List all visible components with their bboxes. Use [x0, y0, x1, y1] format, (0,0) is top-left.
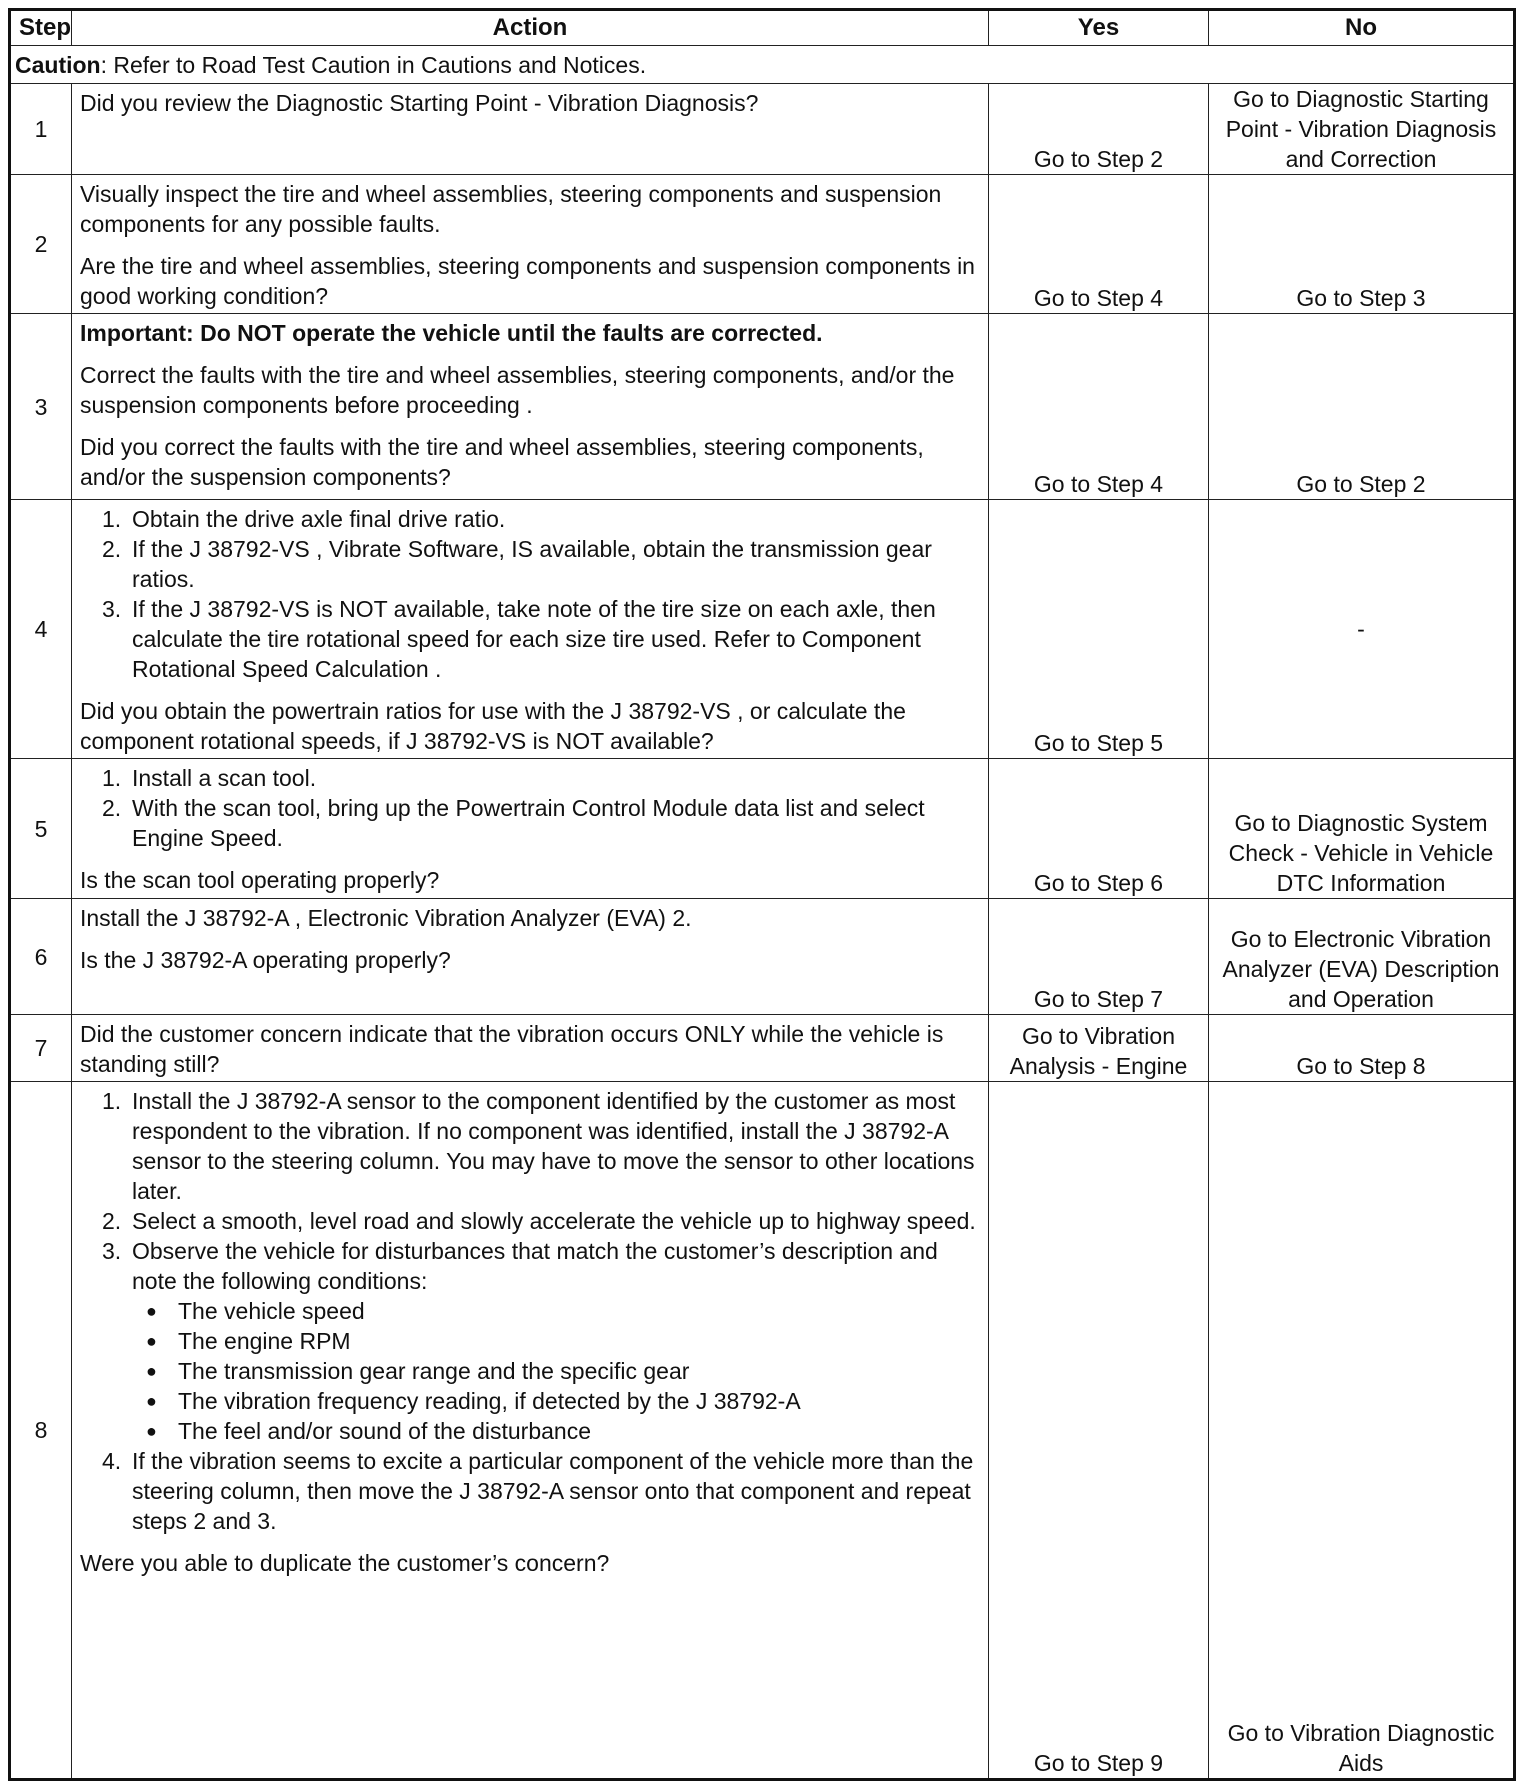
- step-number: 2: [10, 175, 72, 314]
- step-number: 8: [10, 1082, 72, 1780]
- action-question: Did you review the Diagnostic Starting Point - Vibration Diagnosis?: [80, 90, 759, 116]
- no-cell: Go to Diagnostic Starting Point - Vibration Diagnosis and Correction: [1209, 84, 1515, 175]
- action-question: Is the scan tool operating properly?: [80, 867, 440, 893]
- list-item: 3. Observe the vehicle for disturbances that match the customer’s description and note the following conditions: ● The vehicle speed ● The engine RPM ● The transmission gear range and the specific gear ● The vibration frequency reading, if detected by the J 38792-A ● The feel and/or sound of the disturbance: [102, 1236, 980, 1446]
- no-cell: Go to Vibration Diagnostic Aids: [1209, 1082, 1515, 1780]
- diagnostic-table: [8, 8, 1516, 1781]
- table-row: [10, 314, 1515, 500]
- list-item: 2. Select a smooth, level road and slowly accelerate the vehicle up to highway speed.: [102, 1208, 976, 1234]
- yes-cell: Go to Step 5: [989, 500, 1209, 759]
- action-instruction: Visually inspect the tire and wheel assemblies, steering components and suspension components for any possible faults.: [80, 181, 942, 237]
- list-item: 4. If the vibration seems to excite a particular component of the vehicle more than the steering column, then move the J 38792-A sensor onto that component and repeat steps 2 and 3.: [102, 1448, 974, 1534]
- step-number: 1: [10, 84, 72, 175]
- no-cell: Go to Step 8: [1209, 1015, 1515, 1082]
- step-number: 4: [10, 500, 72, 759]
- table-row: [10, 759, 1515, 899]
- bullet-icon: ●: [146, 1331, 157, 1351]
- bullet-icon: ●: [146, 1301, 157, 1321]
- action-question: Are the tire and wheel assemblies, steering components and suspension components in good working condition?: [80, 253, 975, 309]
- list-item: 1. Obtain the drive axle final drive ratio.: [102, 506, 506, 532]
- yes-cell: Go to Step 9: [989, 1082, 1209, 1780]
- no-cell: Go to Step 3: [1209, 175, 1515, 314]
- no-cell: Go to Electronic Vibration Analyzer (EVA) Description and Operation: [1209, 899, 1515, 1015]
- action-question: Did you correct the faults with the tire and wheel assemblies, steering components, and/or the suspension components?: [80, 434, 924, 490]
- yes-cell: Go to Vibration Analysis - Engine: [989, 1015, 1209, 1082]
- procedure-list: [80, 1086, 980, 1536]
- procedure-list: [80, 504, 980, 684]
- action-cell: [72, 84, 989, 175]
- action-question: Did the customer concern indicate that the vibration occurs ONLY while the vehicle is standing still?: [80, 1021, 944, 1077]
- table-row: [10, 175, 1515, 314]
- caution-row: [10, 46, 1515, 84]
- step-number: 6: [10, 899, 72, 1015]
- table-row: [10, 1082, 1515, 1780]
- action-cell: [72, 500, 989, 759]
- caution-label: Caution: [15, 51, 101, 78]
- bullet-item: ● The vibration frequency reading, if detected by the J 38792-A: [132, 1386, 980, 1416]
- list-item: 2. With the scan tool, bring up the Powertrain Control Module data list and select Engine Speed.: [102, 795, 925, 851]
- header-action: Action: [72, 10, 989, 46]
- procedure-list: [80, 763, 980, 853]
- action-cell: [72, 759, 989, 899]
- caution-text: : Refer to Road Test Caution in Cautions and Notices.: [100, 51, 647, 78]
- table-row: [10, 1015, 1515, 1082]
- table-row: [10, 500, 1515, 759]
- action-cell: [72, 1082, 989, 1780]
- header-yes: Yes: [989, 10, 1209, 46]
- bullet-item: ● The engine RPM: [132, 1326, 980, 1356]
- action-instruction: Correct the faults with the tire and wheel assemblies, steering components, and/or the suspension components before proceeding .: [80, 362, 955, 418]
- table-row: [10, 899, 1515, 1015]
- table-row: [10, 84, 1515, 175]
- caution-cell: [10, 46, 1515, 84]
- yes-cell: Go to Step 4: [989, 175, 1209, 314]
- yes-cell: Go to Step 7: [989, 899, 1209, 1015]
- action-question: Is the J 38792-A operating properly?: [80, 947, 451, 973]
- bullet-icon: ●: [146, 1361, 157, 1381]
- header-no: No: [1209, 10, 1515, 46]
- bullet-item: ● The transmission gear range and the specific gear: [132, 1356, 980, 1386]
- no-cell: Go to Step 2: [1209, 314, 1515, 500]
- list-item: 1. Install the J 38792-A sensor to the component identified by the customer as most respondent to the vibration. If no component was identified, install the J 38792-A sensor to the steering column. You may have to move the sensor to other locations later.: [102, 1088, 975, 1204]
- list-item: 2. If the J 38792-VS , Vibrate Software, IS available, obtain the transmission gear ratios.: [102, 536, 932, 592]
- no-cell: -: [1209, 500, 1515, 759]
- action-cell: [72, 1015, 989, 1082]
- list-item: 1. Install a scan tool.: [102, 765, 317, 791]
- action-instruction: Install the J 38792-A , Electronic Vibration Analyzer (EVA) 2.: [80, 905, 692, 931]
- no-cell: Go to Diagnostic System Check - Vehicle in Vehicle DTC Information: [1209, 759, 1515, 899]
- bullet-icon: ●: [146, 1421, 157, 1441]
- list-item: 3. If the J 38792-VS is NOT available, take note of the tire size on each axle, then calculate the tire rotational speed for each size tire used. Refer to Component Rotational Speed Calculation .: [102, 596, 936, 682]
- bullet-icon: ●: [146, 1391, 157, 1411]
- condition-list: [132, 1296, 980, 1446]
- action-question: Did you obtain the powertrain ratios for use with the J 38792-VS , or calculate the component rotational speeds, if J 38792-VS is NOT available?: [80, 698, 906, 754]
- important-note: Important: Do NOT operate the vehicle until the faults are corrected.: [80, 320, 823, 346]
- action-cell: [72, 175, 989, 314]
- step-number: 7: [10, 1015, 72, 1082]
- action-cell: [72, 899, 989, 1015]
- step-number: 3: [10, 314, 72, 500]
- header-step: Step: [10, 10, 72, 46]
- action-cell: [72, 314, 989, 500]
- header-row: [10, 10, 1515, 46]
- bullet-item: ● The feel and/or sound of the disturbance: [132, 1416, 980, 1446]
- yes-cell: Go to Step 6: [989, 759, 1209, 899]
- yes-cell: Go to Step 2: [989, 84, 1209, 175]
- action-question: Were you able to duplicate the customer’s concern?: [80, 1550, 610, 1576]
- step-number: 5: [10, 759, 72, 899]
- yes-cell: Go to Step 4: [989, 314, 1209, 500]
- bullet-item: ● The vehicle speed: [132, 1296, 980, 1326]
